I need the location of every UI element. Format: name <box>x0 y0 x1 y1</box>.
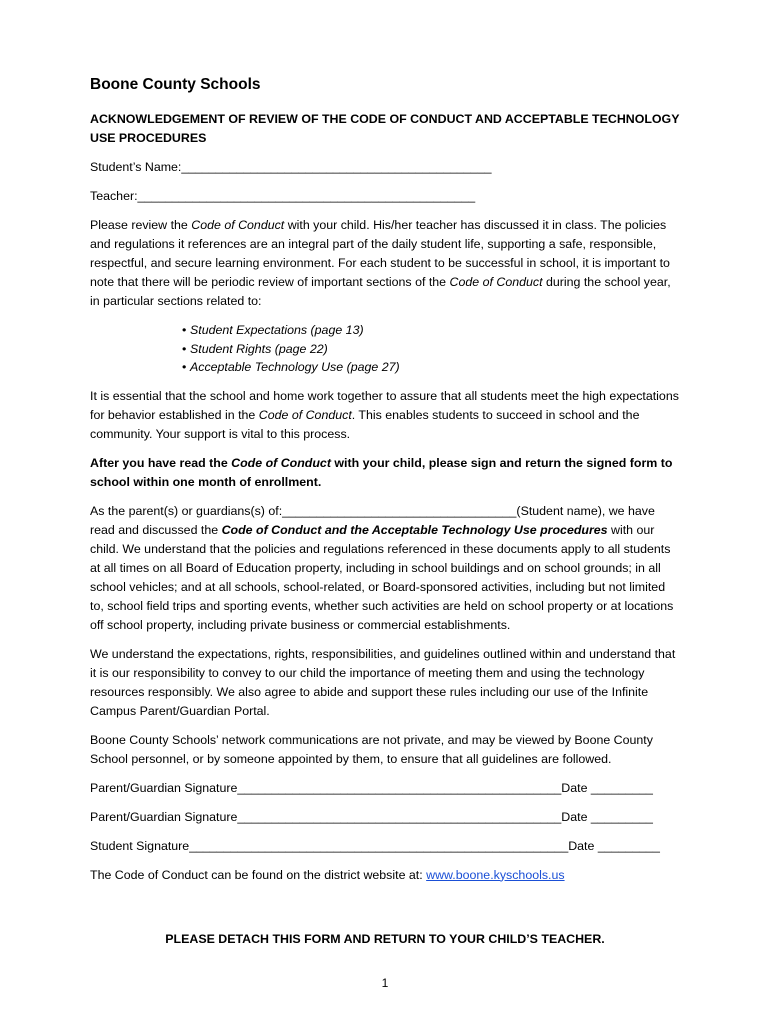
code-of-conduct-ref: Code of Conduct <box>191 218 285 232</box>
code-of-conduct-ref: Code of Conduct <box>231 455 331 470</box>
student-signature-line: Student Signature_______________________________________________________Date _________ <box>90 838 660 853</box>
parent-signature-line-1: Parent/Guardian Signature_______________________________________________Date _________ <box>90 780 653 795</box>
district-website-link[interactable]: www.boone.kyschools.us <box>426 867 565 882</box>
code-of-conduct-ref: Code of Conduct <box>449 275 543 289</box>
topic-label: Student Expectations (page 13) <box>190 323 364 337</box>
list-item <box>182 358 680 377</box>
text-span: As the parent(s) or guardians(s) of:__________________________________(Student name), we have read and discussed the <box>90 503 655 537</box>
text-span: Please review the <box>90 218 192 232</box>
bullet-icon: • <box>182 360 187 374</box>
parent-signature-line-2: Parent/Guardian Signature_______________________________________________Date _________ <box>90 809 653 824</box>
text-span: After you have read the <box>90 455 232 470</box>
review-paragraph <box>90 216 680 311</box>
student-name-field: Student’s Name:_____________________________________________ <box>90 160 492 174</box>
text-span: The Code of Conduct can be found on the district website at: <box>90 867 427 882</box>
text-span: with your child. His/her teacher has discussed it in class. The policies and regulations it references are an integral part of the daily student life, supporting a safe, responsible, respectful, and secure learning environment. For each student to be successful in school, it is important to note that there will be periodic review of important sections of the <box>90 218 670 289</box>
website-line <box>90 866 680 885</box>
topic-label: Student Rights (page 22) <box>190 341 328 356</box>
parent-statement-paragraph <box>90 502 680 635</box>
topic-label: Acceptable Technology Use (page 27) <box>190 360 400 374</box>
privacy-paragraph: Boone County Schools’ network communications are not private, and may be viewed by Boone County School personnel, or by someone appointed by them, to ensure that all guidelines are followed. <box>90 732 653 766</box>
text-span: It is essential that the school and home work together to assure that all students meet the high expectations for behavior established in the <box>90 388 679 422</box>
bullet-icon: • <box>182 323 187 337</box>
responsibility-paragraph: We understand the expectations, rights, responsibilities, and guidelines outlined within and understand that it is our responsibility to convey to our child the importance of meeting them and using the technology resources responsibly. We also agree to abide and support these rules including our use of the Infinite Campus Parent/Guardian Portal. <box>90 646 676 718</box>
procedures-ref: Code of Conduct and the Acceptable Technology Use procedures <box>221 522 608 537</box>
document-page <box>90 74 680 949</box>
list-item <box>182 340 680 359</box>
page-number: 1 <box>381 976 389 990</box>
text-span: with our child. We understand that the policies and regulations referenced in these documents apply to all students at all times on all Board of Education property, including in school buildings and on school grounds; in all school vehicles; and at all schools, school-related, or Board-sponsored activities, including but not limited to, school field trips and sporting events, whether such activities are held on school property or at locations off school property, including private business or commercial establishments. <box>90 522 674 632</box>
teacher-field: Teacher:_________________________________________________ <box>90 189 476 203</box>
bullet-icon: • <box>182 341 187 356</box>
organization-title: Boone County Schools <box>90 76 261 93</box>
form-heading: ACKNOWLEDGEMENT OF REVIEW OF THE CODE OF CONDUCT AND ACCEPTABLE TECHNOLOGY USE PROCEDURES <box>90 112 680 145</box>
text-span: with your child, please sign and return the signed form to school within one month of enrollment. <box>90 455 673 489</box>
text-span: . This enables students to succeed in school and the community. Your support is vital to this process. <box>90 407 640 441</box>
topic-list <box>90 321 680 377</box>
detach-notice: PLEASE DETACH THIS FORM AND RETURN TO YOUR CHILD’S TEACHER. <box>165 931 605 946</box>
instruction-paragraph <box>90 454 680 492</box>
partnership-paragraph <box>90 387 680 444</box>
list-item <box>182 321 680 340</box>
code-of-conduct-ref: Code of Conduct <box>258 407 352 422</box>
text-span: during the school year, in particular sections related to: <box>90 275 671 308</box>
